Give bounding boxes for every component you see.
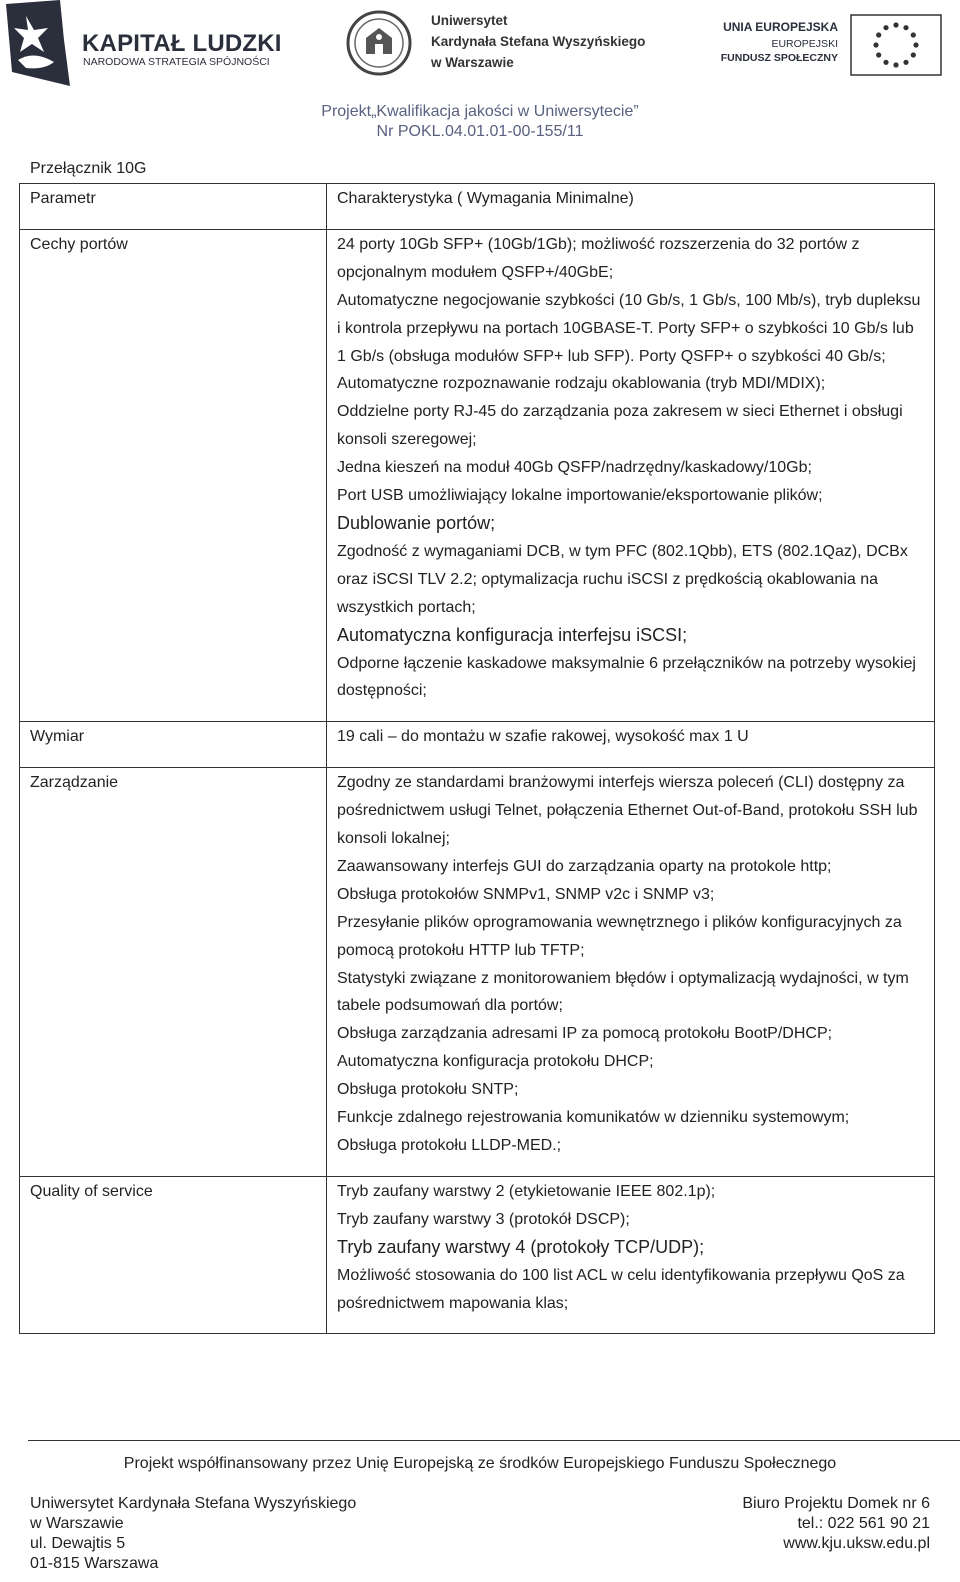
spec-line: Automatyczne rozpoznawanie rodzaju okablowania (tryb MDI/MDIX); bbox=[337, 375, 826, 393]
kapital-ludzki-subtitle: NARODOWA STRATEGIA SPÓJNOŚCI bbox=[83, 56, 270, 68]
page-header bbox=[0, 0, 960, 140]
table-row bbox=[20, 768, 935, 1177]
footer-contact bbox=[742, 1494, 930, 1554]
document-title: Przełącznik 10G bbox=[30, 160, 147, 177]
spec-line: Funkcje zdalnego rejestrowania komunikatów w dzienniku systemowym; bbox=[337, 1109, 850, 1127]
spec-cell bbox=[327, 1176, 935, 1334]
eu-line-2: EUROPEJSKI bbox=[771, 38, 838, 50]
spec-line: Odporne łączenie kaskadowe maksymalnie 6 przełączników na potrzeby wysokiej dostępności; bbox=[337, 654, 916, 700]
spec-line: Przesyłanie plików oprogramowania wewnętrznego i plików konfiguracyjnych za pomocą protokołu HTTP lub TFTP; bbox=[337, 913, 902, 959]
table-row bbox=[20, 722, 935, 768]
spec-line: Automatyczna konfiguracja protokołu DHCP; bbox=[337, 1053, 654, 1071]
table-row bbox=[20, 1176, 935, 1334]
header-spec-cell: Charakterystyka ( Wymagania Minimalne) bbox=[327, 184, 935, 230]
spec-line: Tryb zaufany warstwy 2 (etykietowanie IEEE 802.1p); bbox=[337, 1182, 716, 1200]
spec-line: Obsługa protokołu SNTP; bbox=[337, 1081, 519, 1099]
uksw-line-1: Uniwersytet bbox=[431, 13, 508, 28]
footer-phone: tel.: 022 561 90 21 bbox=[797, 1515, 930, 1532]
spec-line: Tryb zaufany warstwy 3 (protokół DSCP); bbox=[337, 1210, 630, 1228]
table-row bbox=[20, 229, 935, 721]
spec-line: Automatyczna konfiguracja interfejsu iSCSI; bbox=[337, 624, 688, 645]
spec-line: Statystyki związane z monitorowaniem błędów i optymalizacją wydajności, w tym tabele podsumowań dla portów; bbox=[337, 969, 909, 1015]
param-cell: Quality of service bbox=[20, 1176, 327, 1334]
spec-line: Jedna kieszeń na moduł 40Gb QSFP/nadrzędny/kaskadowy/10Gb; bbox=[337, 459, 812, 477]
kapital-ludzki-logo bbox=[4, 0, 294, 88]
project-info bbox=[300, 102, 660, 142]
footer-office: Biuro Projektu Domek nr 6 bbox=[742, 1495, 930, 1512]
uksw-line-2: Kardynała Stefana Wyszyńskiego bbox=[431, 34, 646, 49]
footer-website-link[interactable]: www.kju.uksw.edu.pl bbox=[783, 1535, 930, 1552]
footer-address bbox=[30, 1494, 356, 1574]
param-cell: Wymiar bbox=[20, 722, 327, 768]
param-cell: Cechy portów bbox=[20, 229, 327, 721]
spec-line: Zaawansowany interfejs GUI do zarządzania oparty na protokole http; bbox=[337, 857, 832, 875]
eu-line-3: FUNDUSZ SPOŁECZNY bbox=[720, 52, 838, 64]
spec-line: Oddzielne porty RJ-45 do zarządzania poza zakresem w sieci Ethernet i obsługi konsoli szeregowej; bbox=[337, 403, 903, 449]
spec-cell bbox=[327, 722, 935, 768]
header-param-cell: Parametr bbox=[20, 184, 327, 230]
uksw-line-3: w Warszawie bbox=[431, 55, 514, 70]
spec-line: 24 porty 10Gb SFP+ (10Gb/1Gb); możliwość rozszerzenia do 32 portów z opcjonalnym modułem QSFP+/40GbE; bbox=[337, 235, 860, 281]
spec-line: Zgodny ze standardami branżowymi interfejs wiersza poleceń (CLI) dostępny za pośrednictwem usługi Telnet, połączenia Ethernet Out-of-Band, protokołu SSH lub konsoli lokalnej; bbox=[337, 774, 918, 848]
project-number: Nr POKL.04.01.01-00-155/11 bbox=[376, 123, 584, 140]
kapital-ludzki-emblem-icon bbox=[4, 0, 74, 88]
footer-address-line: Uniwersytet Kardynała Stefana Wyszyńskiego bbox=[30, 1495, 357, 1512]
kapital-ludzki-title: KAPITAŁ LUDZKI bbox=[82, 30, 282, 57]
footer-address-line: ul. Dewajtis 5 bbox=[30, 1535, 126, 1552]
spec-cell bbox=[327, 768, 935, 1177]
param-cell: Zarządzanie bbox=[20, 768, 327, 1177]
university-seal-icon bbox=[346, 10, 412, 76]
spec-line: Możliwość stosowania do 100 list ACL w celu identyfikowania przepływu QoS za pośrednictwem mapowania klas; bbox=[337, 1266, 905, 1312]
uksw-logo bbox=[346, 10, 666, 76]
footer-address-line: 01-815 Warszawa bbox=[30, 1555, 159, 1572]
spec-table bbox=[19, 183, 935, 1334]
spec-line: Zgodność z wymaganiami DCB, w tym PFC (802.1Qbb), ETS (802.1Qaz), DCBx oraz iSCSI TLV 2.2; optymalizacja ruchu iSCSI z prędkością okablowania na wszystkich portach; bbox=[337, 542, 908, 616]
spec-line: Automatyczne negocjowanie szybkości (10 Gb/s, 1 Gb/s, 100 Mb/s), tryb dupleksu i kontrola przepływu na portach 10GBASE-T. Porty SFP+ o szybkości 10 Gb/s lub 1 Gb/s (obsługa modułów SFP+ lub SFP). Porty QSFP+ o szybkości 40 Gb/s; bbox=[337, 291, 921, 365]
eu-stars-flag-icon bbox=[850, 14, 942, 76]
table-header-row bbox=[20, 184, 935, 230]
spec-cell bbox=[327, 229, 935, 721]
footer-address-line: w Warszawie bbox=[30, 1515, 124, 1532]
footer-divider bbox=[28, 1440, 960, 1441]
spec-line: Obsługa zarządzania adresami IP za pomocą protokołu BootP/DHCP; bbox=[337, 1025, 833, 1043]
spec-line: 19 cali – do montażu w szafie rakowej, wysokość max 1 U bbox=[337, 728, 749, 746]
spec-line: Dublowanie portów; bbox=[337, 512, 496, 533]
cofinancing-note: Projekt współfinansowany przez Unię Europejską ze środków Europejskiego Funduszu Społecznego bbox=[123, 1455, 837, 1472]
spec-line: Tryb zaufany warstwy 4 (protokoły TCP/UDP); bbox=[337, 1236, 705, 1257]
spec-line: Obsługa protokołu LLDP-MED.; bbox=[337, 1137, 562, 1154]
spec-line: Port USB umożliwiający lokalne importowanie/eksportowanie plików; bbox=[337, 487, 823, 505]
eu-line-1: UNIA EUROPEJSKA bbox=[723, 20, 838, 34]
spec-line: Obsługa protokołów SNMPv1, SNMP v2c i SNMP v3; bbox=[337, 885, 715, 903]
eu-logo bbox=[720, 14, 948, 76]
project-name: Projekt„Kwalifikacja jakości w Uniwersytecie” bbox=[321, 103, 639, 120]
